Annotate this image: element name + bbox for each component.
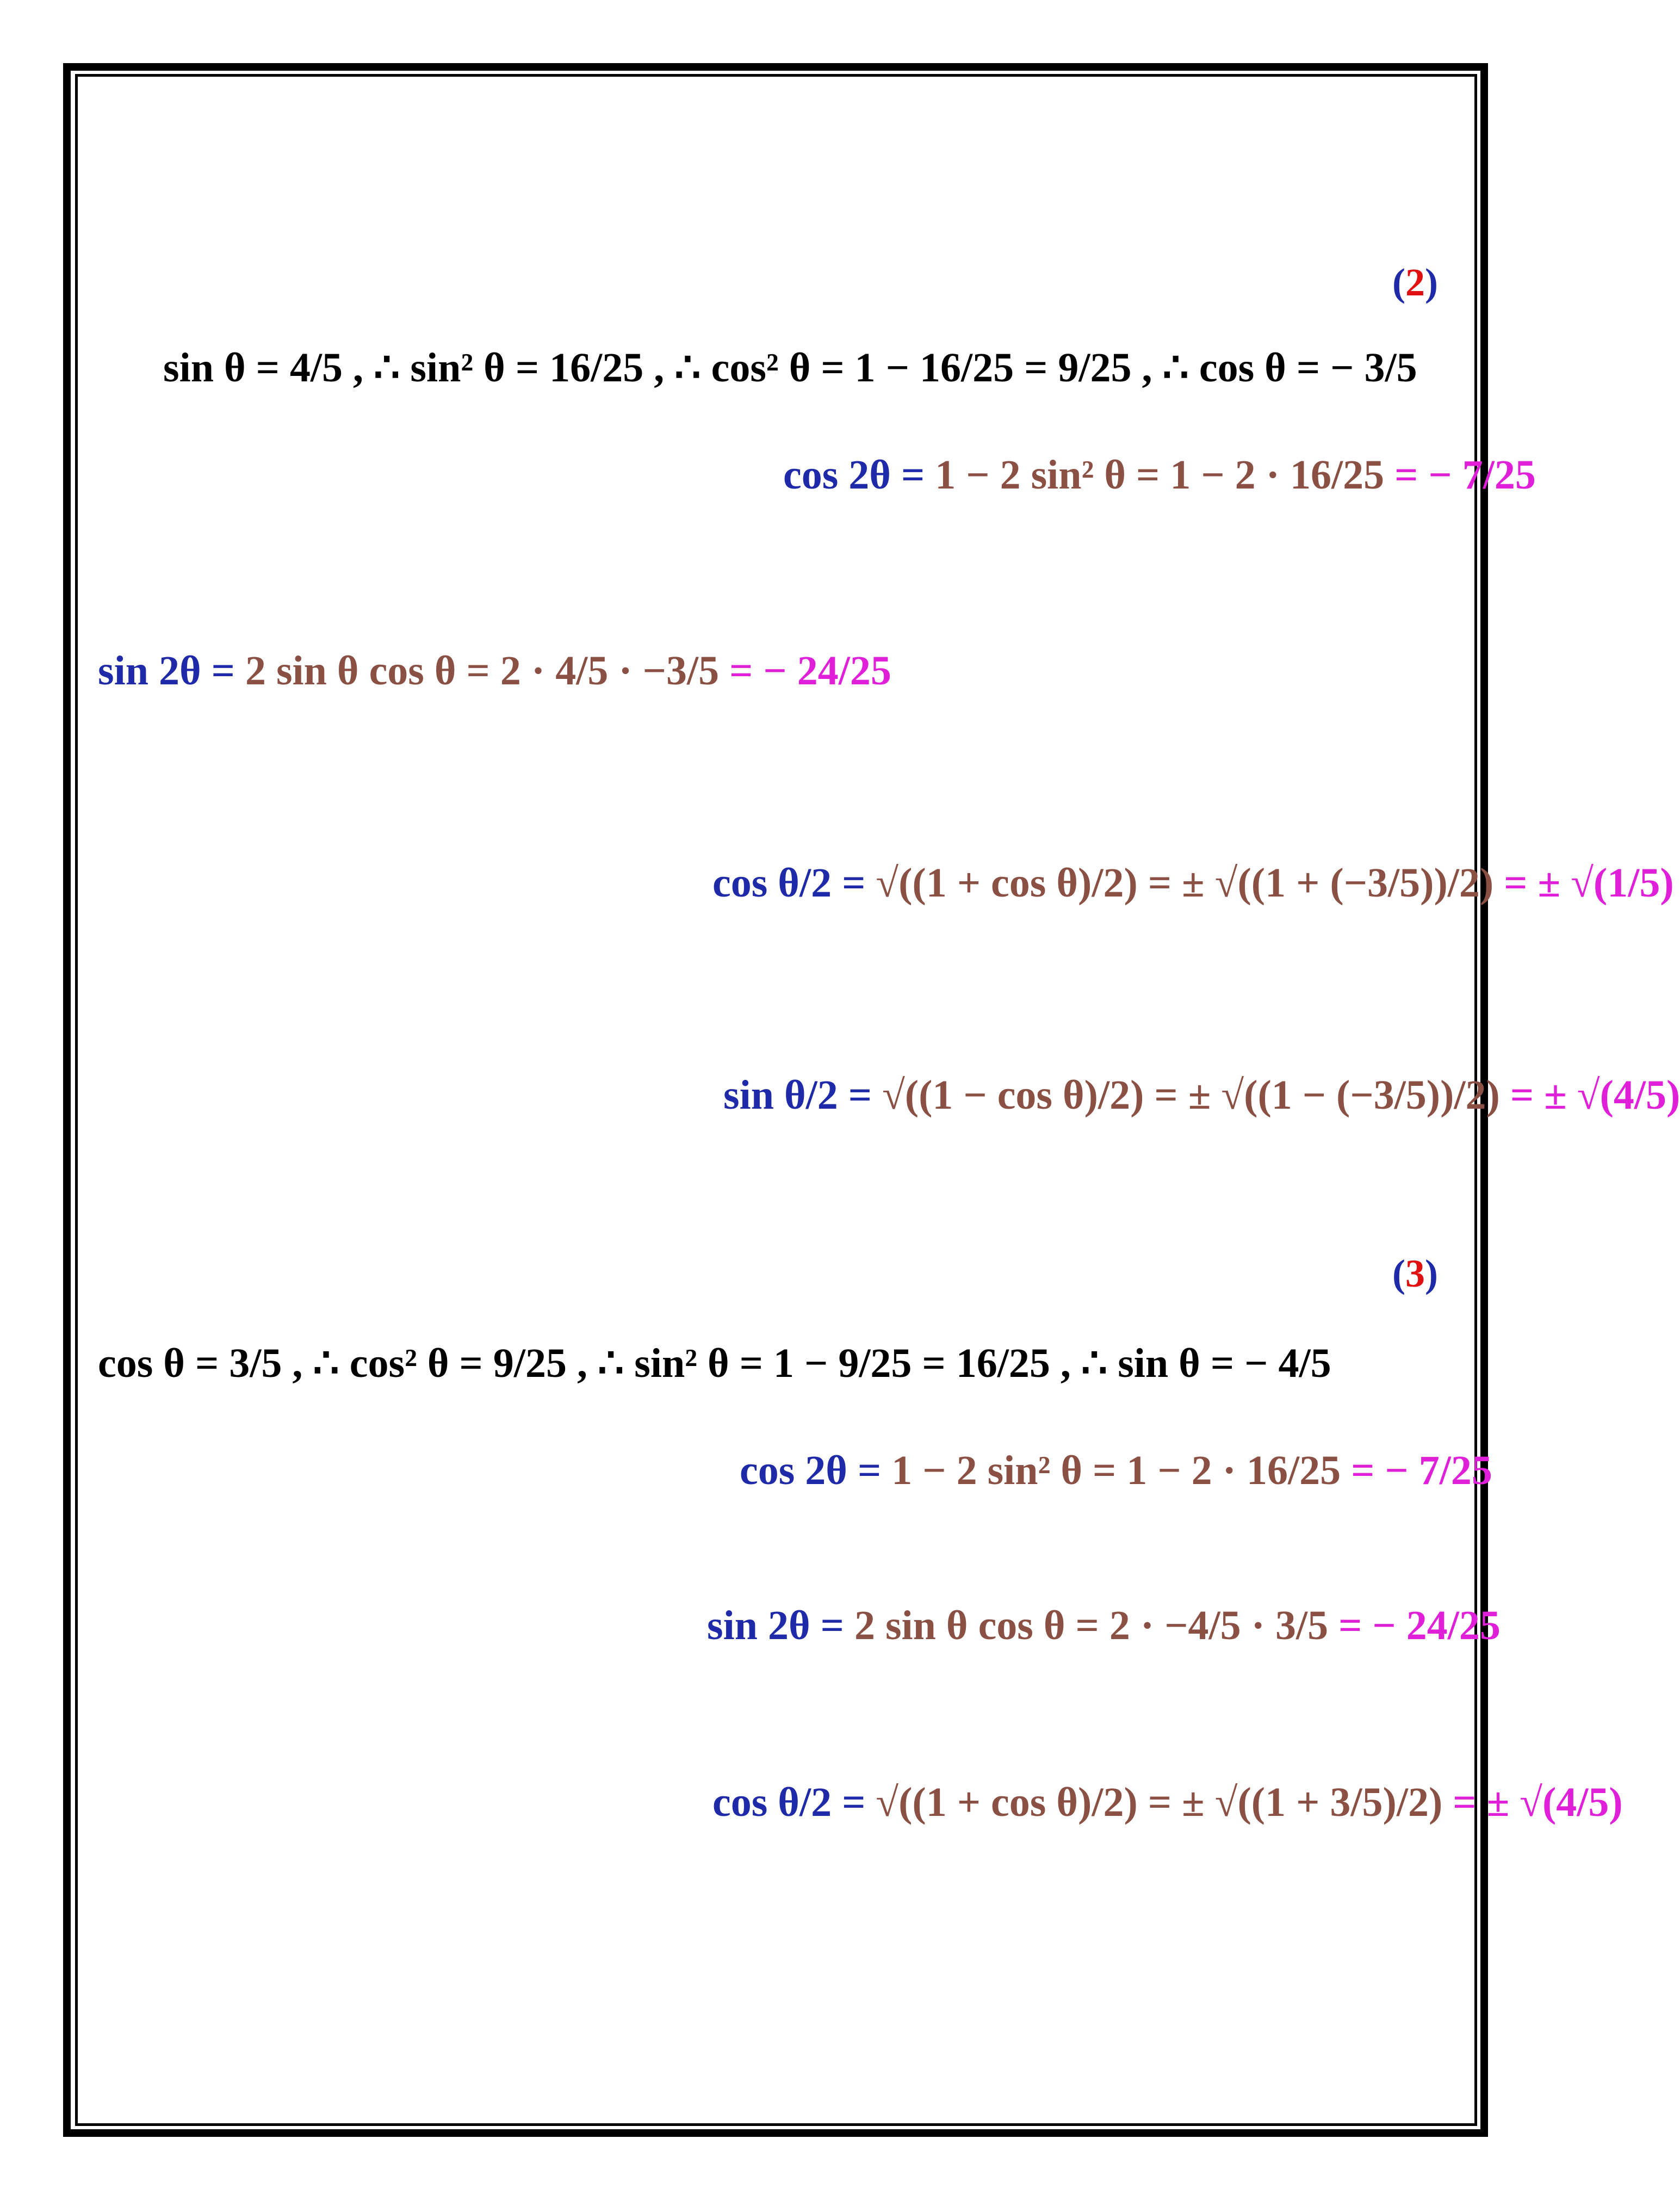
part3-cos-half-line: cos θ/2 = √((1 + cos θ)/2) = ± √((1 + 3/5)/2) = ± √(4/5) <box>712 1779 1623 1825</box>
part2-sin2theta-line: sin 2θ = 2 sin θ cos θ = 2 · 4/5 · −3/5 = − 24/25 <box>98 648 891 694</box>
part2-given-line: sin θ = 4/5 , ∴ sin² θ = 16/25 , ∴ cos² θ = 1 − 16/25 = 9/25 , ∴ cos θ = − 3/5 <box>163 345 1417 391</box>
part2-label: (2) <box>1392 261 1438 304</box>
part3-sin2theta-line: sin 2θ = 2 sin θ cos θ = 2 · −4/5 · 3/5 = − 24/25 <box>707 1603 1501 1648</box>
part2-sin-half-line: sin θ/2 = √((1 − cos θ)/2) = ± √((1 − (−3/5))/2) = ± √(4/5) <box>723 1072 1680 1118</box>
part3-given-line: cos θ = 3/5 , ∴ cos² θ = 9/25 , ∴ sin² θ = 1 − 9/25 = 16/25 , ∴ sin θ = − 4/5 <box>98 1340 1331 1386</box>
part3-label: (3) <box>1392 1252 1438 1295</box>
part3-cos2theta-line: cos 2θ = 1 − 2 sin² θ = 1 − 2 · 16/25 = − 7/25 <box>740 1448 1492 1493</box>
part2-cos-half-line: cos θ/2 = √((1 + cos θ)/2) = ± √((1 + (−3/5))/2) = ± √(1/5) <box>712 860 1674 906</box>
part2-cos2theta-line: cos 2θ = 1 − 2 sin² θ = 1 − 2 · 16/25 = − 7/25 <box>783 452 1536 498</box>
